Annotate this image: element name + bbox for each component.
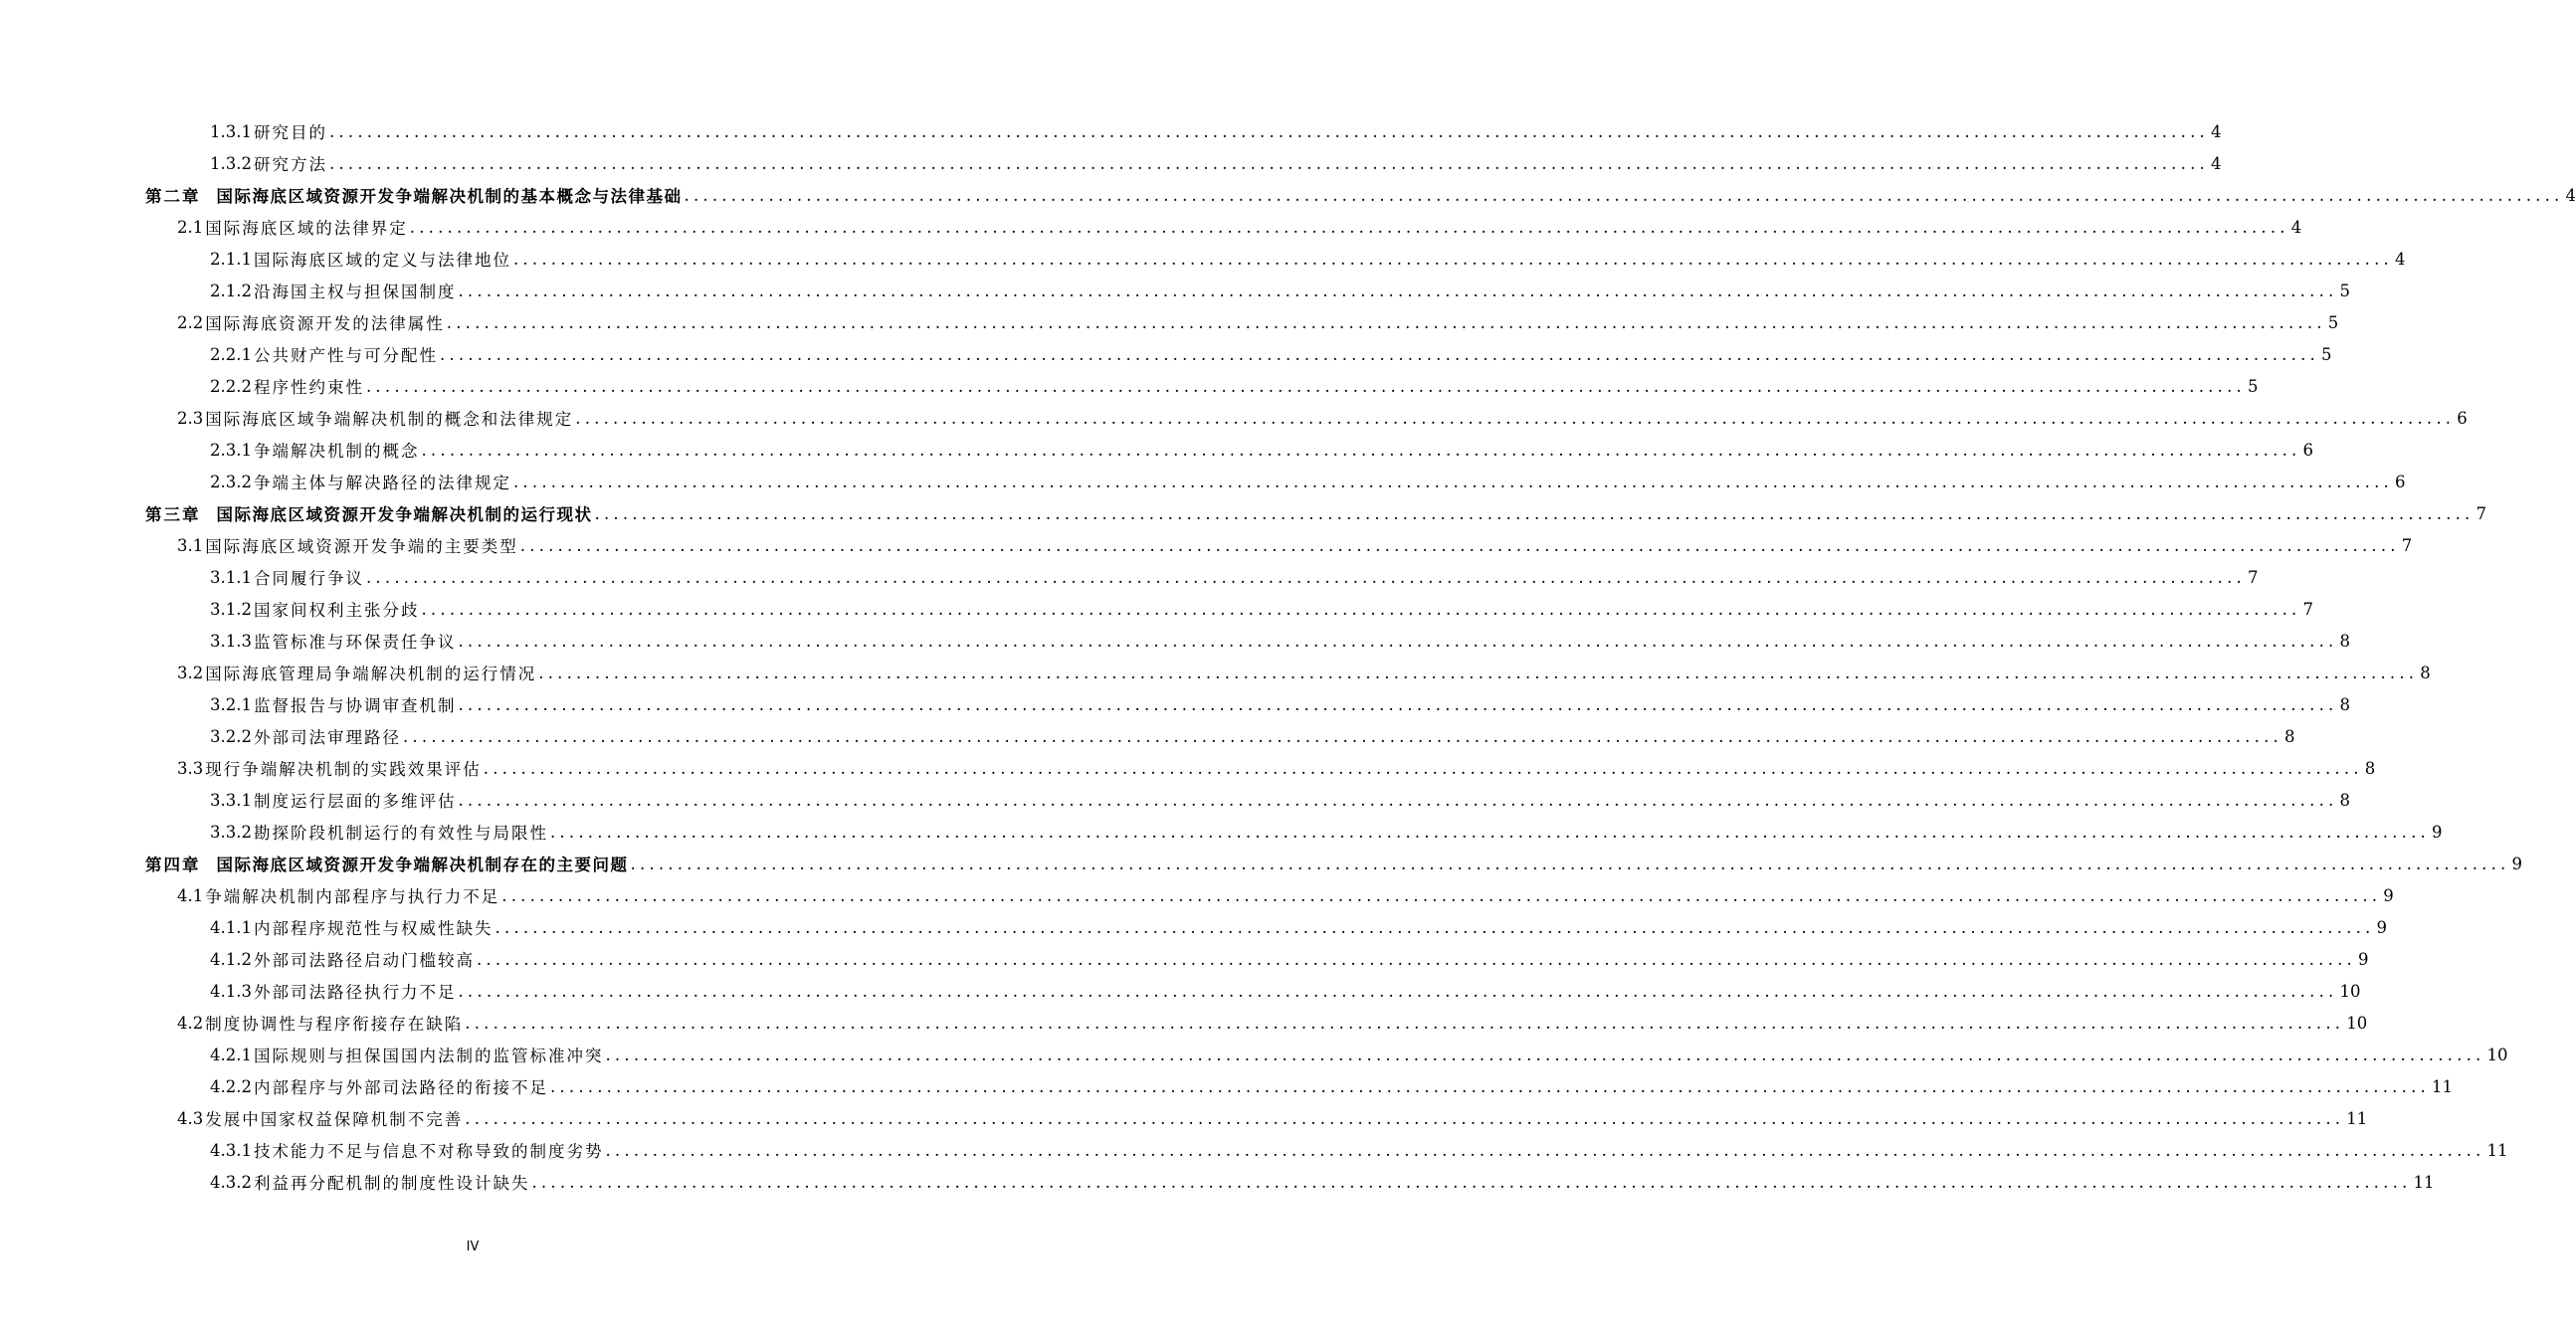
toc-entry[interactable] bbox=[0, 466, 2406, 497]
page-number: IV bbox=[466, 1240, 480, 1254]
toc-entry-title: 外部司法审理路径 bbox=[253, 728, 401, 747]
toc-entry-number: 2.3 bbox=[177, 408, 204, 428]
toc-entry-number: 3.1.1 bbox=[210, 567, 252, 587]
dot-leader: ........................................................................................................................................................................................................ bbox=[538, 663, 2419, 682]
dot-leader: ........................................................................................................................................................................................................ bbox=[605, 1045, 2485, 1064]
toc-entry-title: 合同履行争议 bbox=[253, 569, 364, 588]
toc-entry[interactable] bbox=[0, 179, 2576, 211]
dot-leader: ........................................................................................................................................................................................................ bbox=[476, 949, 2356, 969]
toc-entry-number: 4.1.3 bbox=[210, 981, 252, 1001]
toc-entry[interactable] bbox=[0, 1102, 2368, 1134]
toc-entry[interactable] bbox=[0, 211, 2302, 243]
toc-entry[interactable] bbox=[0, 1166, 2435, 1198]
dot-leader: ........................................................................................................................................................................................................ bbox=[446, 312, 2326, 332]
toc-entry-title: 国际海底区域资源开发争端解决机制存在的主要问题 bbox=[216, 856, 629, 874]
toc-entry-number: 3.1.2 bbox=[210, 599, 252, 619]
toc-entry-title: 内部程序与外部司法路径的衔接不足 bbox=[253, 1078, 548, 1097]
toc-entry-title: 国际海底管理局争端解决机制的运行情况 bbox=[205, 665, 537, 683]
toc-entry-page: 9 bbox=[2431, 822, 2443, 842]
toc-entry[interactable] bbox=[0, 243, 2406, 275]
toc-entry[interactable] bbox=[0, 657, 2431, 688]
toc-entry-number: 4.3.1 bbox=[210, 1140, 252, 1160]
toc-entry[interactable] bbox=[0, 688, 2350, 720]
toc-entry[interactable] bbox=[0, 497, 2486, 529]
toc-entry-page: 9 bbox=[2511, 854, 2522, 873]
toc-entry-number: 3.1.3 bbox=[210, 631, 252, 651]
toc-entry-page: 7 bbox=[2302, 599, 2313, 619]
toc-entry-page: 8 bbox=[2364, 758, 2376, 778]
toc-entry-title: 利益再分配机制的制度性设计缺失 bbox=[253, 1174, 530, 1193]
toc-entry-number: 2.2.2 bbox=[210, 376, 252, 396]
toc-entry[interactable] bbox=[0, 911, 2387, 943]
toc-entry-title: 内部程序规范性与权威性缺失 bbox=[253, 919, 494, 938]
dot-leader: ........................................................................................................................................................................................................ bbox=[512, 472, 2393, 491]
toc-entry-title: 程序性约束性 bbox=[253, 378, 364, 397]
toc-entry[interactable] bbox=[0, 115, 2222, 147]
toc-entry[interactable] bbox=[0, 975, 2361, 1007]
toc-entry-title: 发展中国家权益保障机制不完善 bbox=[205, 1110, 464, 1129]
dot-leader: ........................................................................................................................................................................................................ bbox=[594, 503, 2475, 523]
toc-entry[interactable] bbox=[0, 275, 2350, 306]
toc-entry-title: 研究方法 bbox=[253, 155, 327, 174]
dot-leader: ........................................................................................................................................................................................................ bbox=[501, 885, 2382, 905]
toc-entry-page: 4 bbox=[2565, 185, 2576, 205]
toc-entry-page: 7 bbox=[2401, 535, 2413, 555]
toc-entry-title: 争端解决机制的概念 bbox=[253, 442, 420, 461]
toc-entry[interactable] bbox=[0, 1039, 2508, 1070]
toc-entry-page: 8 bbox=[2420, 663, 2431, 682]
toc-entry-page: 5 bbox=[2339, 281, 2350, 300]
toc-entry-title: 现行争端解决机制的实践效果评估 bbox=[205, 760, 482, 779]
dot-leader: ........................................................................................................................................................................................................ bbox=[365, 376, 2246, 396]
toc-entry[interactable] bbox=[0, 752, 2376, 784]
toc-entry-page: 9 bbox=[2357, 949, 2369, 969]
toc-entry-title: 国际海底区域资源开发争端解决机制的基本概念与法律基础 bbox=[216, 187, 683, 206]
toc-entry-number: 4.2.1 bbox=[210, 1045, 252, 1064]
dot-leader: ........................................................................................................................................................................................................ bbox=[458, 694, 2338, 714]
toc-entry-title: 监管标准与环保责任争议 bbox=[253, 633, 457, 652]
toc-entry-title: 国际海底区域争端解决机制的概念和法律规定 bbox=[205, 410, 574, 429]
dot-leader: ........................................................................................................................................................................................................ bbox=[605, 1140, 2485, 1160]
toc-entry-number: 3.3.1 bbox=[210, 790, 252, 810]
dot-leader: ........................................................................................................................................................................................................ bbox=[495, 917, 2375, 937]
toc-entry-title: 技术能力不足与信息不对称导致的制度劣势 bbox=[253, 1142, 604, 1161]
toc-entry-title: 研究目的 bbox=[253, 123, 327, 142]
dot-leader: ........................................................................................................................................................................................................ bbox=[409, 217, 2289, 237]
dot-leader: ........................................................................................................................................................................................................ bbox=[458, 281, 2338, 300]
toc-entry-number: 2.3.1 bbox=[210, 440, 252, 460]
toc-entry-number: 3.3.2 bbox=[210, 822, 252, 842]
toc-entry-page: 4 bbox=[2394, 249, 2406, 269]
toc-entry-number: 1.3.1 bbox=[210, 121, 252, 141]
toc-entry[interactable] bbox=[0, 879, 2394, 911]
toc-entry[interactable] bbox=[0, 848, 2522, 879]
toc-entry-number: 4.2.2 bbox=[210, 1076, 252, 1096]
toc-entry[interactable] bbox=[0, 1007, 2368, 1039]
toc-entry-page: 10 bbox=[2346, 1013, 2368, 1033]
toc-entry-number: 2.1 bbox=[177, 217, 204, 237]
toc-entry-title: 公共财产性与可分配性 bbox=[253, 346, 438, 365]
toc-entry-title: 制度运行层面的多维评估 bbox=[253, 792, 457, 811]
toc-entry-title: 制度协调性与程序衔接存在缺陷 bbox=[205, 1015, 464, 1034]
toc-entry-number: 4.3 bbox=[177, 1108, 204, 1128]
toc-entry-page: 6 bbox=[2394, 472, 2406, 491]
dot-leader: ........................................................................................................................................................................................................ bbox=[421, 440, 2301, 460]
toc-entry-number: 4.3.2 bbox=[210, 1172, 252, 1192]
dot-leader: ........................................................................................................................................................................................................ bbox=[630, 854, 2510, 873]
toc-entry-number: 2.2.1 bbox=[210, 344, 252, 364]
toc-entry-title: 外部司法路径执行力不足 bbox=[253, 983, 457, 1002]
toc-entry-number: 2.3.2 bbox=[210, 472, 252, 491]
dot-leader: ........................................................................................................................................................................................................ bbox=[458, 981, 2338, 1001]
toc-entry-page: 8 bbox=[2339, 790, 2350, 810]
toc-entry[interactable] bbox=[0, 147, 2222, 179]
toc-entry[interactable] bbox=[0, 1070, 2453, 1102]
toc-entry-page: 8 bbox=[2283, 726, 2295, 746]
toc-entry-title: 国际海底区域资源开发争端的主要类型 bbox=[205, 537, 518, 556]
dot-leader: ........................................................................................................................................................................................................ bbox=[549, 1076, 2430, 1096]
toc-entry-page: 11 bbox=[2431, 1076, 2453, 1096]
toc-entry-number: 第三章 bbox=[145, 505, 201, 524]
toc-entry-number: 3.2 bbox=[177, 663, 204, 682]
toc-entry-page: 9 bbox=[2383, 885, 2394, 905]
dot-leader: ........................................................................................................................................................................................................ bbox=[531, 1172, 2412, 1192]
dot-leader: ........................................................................................................................................................................................................ bbox=[512, 249, 2393, 269]
dot-leader: ........................................................................................................................................................................................................ bbox=[684, 185, 2564, 205]
toc-entry-title: 国际海底区域的法律界定 bbox=[205, 219, 408, 238]
toc-entry[interactable] bbox=[0, 784, 2350, 816]
toc-entry-number: 2.2 bbox=[177, 312, 204, 332]
toc-entry[interactable] bbox=[0, 402, 2468, 434]
toc-entry[interactable] bbox=[0, 593, 2313, 625]
toc-entry-number: 3.2.1 bbox=[210, 694, 252, 714]
dot-leader: ........................................................................................................................................................................................................ bbox=[519, 535, 2400, 555]
dot-leader: ........................................................................................................................................................................................................ bbox=[458, 631, 2338, 651]
toc-entry[interactable] bbox=[0, 370, 2259, 402]
dot-leader: ........................................................................................................................................................................................................ bbox=[549, 822, 2430, 842]
dot-leader: ........................................................................................................................................................................................................ bbox=[402, 726, 2282, 746]
toc-entry-number: 4.1.1 bbox=[210, 917, 252, 937]
toc-entry-title: 争端主体与解决路径的法律规定 bbox=[253, 474, 511, 492]
dot-leader: ........................................................................................................................................................................................................ bbox=[483, 758, 2363, 778]
toc-entry-page: 8 bbox=[2339, 694, 2350, 714]
toc-entry-page: 5 bbox=[2320, 344, 2332, 364]
toc-entry-page: 7 bbox=[2247, 567, 2259, 587]
dot-leader: ........................................................................................................................................................................................................ bbox=[421, 599, 2301, 619]
toc-entry-page: 11 bbox=[2413, 1172, 2435, 1192]
toc-entry[interactable] bbox=[0, 306, 2339, 338]
toc-entry-title: 勘探阶段机制运行的有效性与局限性 bbox=[253, 824, 548, 843]
toc-entry-number: 3.2.2 bbox=[210, 726, 252, 746]
dot-leader: ........................................................................................................................................................................................................ bbox=[465, 1013, 2345, 1033]
toc-entry-page: 10 bbox=[2486, 1045, 2508, 1064]
toc-entry-page: 4 bbox=[2210, 153, 2222, 173]
toc-entry-title: 国际海底区域的定义与法律地位 bbox=[253, 251, 511, 270]
dot-leader: ........................................................................................................................................................................................................ bbox=[439, 344, 2319, 364]
dot-leader: ........................................................................................................................................................................................................ bbox=[328, 153, 2209, 173]
dot-leader: ........................................................................................................................................................................................................ bbox=[575, 408, 2456, 428]
toc-entry-page: 7 bbox=[2476, 503, 2486, 523]
toc-entry-title: 争端解决机制内部程序与执行力不足 bbox=[205, 887, 500, 906]
dot-leader: ........................................................................................................................................................................................................ bbox=[365, 567, 2246, 587]
dot-leader: ........................................................................................................................................................................................................ bbox=[465, 1108, 2345, 1128]
toc-entry-number: 3.3 bbox=[177, 758, 204, 778]
toc-entry[interactable] bbox=[0, 816, 2443, 848]
toc-entry[interactable] bbox=[0, 943, 2369, 975]
toc-entry-page: 9 bbox=[2376, 917, 2387, 937]
toc-entry[interactable] bbox=[0, 434, 2313, 466]
toc-entry-number: 4.1.2 bbox=[210, 949, 252, 969]
toc-entry[interactable] bbox=[0, 720, 2295, 752]
dot-leader: ........................................................................................................................................................................................................ bbox=[458, 790, 2338, 810]
toc-entry-page: 5 bbox=[2247, 376, 2259, 396]
toc-entry-title: 国际规则与担保国国内法制的监管标准冲突 bbox=[253, 1047, 604, 1065]
toc-entry-number: 4.1 bbox=[177, 885, 204, 905]
dot-leader: ........................................................................................................................................................................................................ bbox=[328, 121, 2209, 141]
toc-entry-page: 6 bbox=[2457, 408, 2468, 428]
toc-entry-title: 国际海底资源开发的法律属性 bbox=[205, 314, 445, 333]
toc-entry[interactable] bbox=[0, 529, 2413, 561]
toc-entry-page: 6 bbox=[2302, 440, 2313, 460]
toc-entry-page: 11 bbox=[2346, 1108, 2368, 1128]
toc-entry-number: 第四章 bbox=[145, 856, 201, 874]
toc-entry-title: 国际海底区域资源开发争端解决机制的运行现状 bbox=[216, 505, 593, 524]
toc-entry-title: 外部司法路径启动门槛较高 bbox=[253, 951, 475, 970]
toc-entry-page: 5 bbox=[2327, 312, 2339, 332]
toc-entry[interactable] bbox=[0, 561, 2259, 593]
toc-entry-title: 监督报告与协调审查机制 bbox=[253, 696, 457, 715]
toc-entry-number: 4.2 bbox=[177, 1013, 204, 1033]
toc-entry-page: 8 bbox=[2339, 631, 2350, 651]
toc-entry-page: 11 bbox=[2486, 1140, 2508, 1160]
toc-entry[interactable] bbox=[0, 1134, 2508, 1166]
toc-entry-page: 10 bbox=[2339, 981, 2361, 1001]
toc-entry-number: 1.3.2 bbox=[210, 153, 252, 173]
toc-entry-title: 沿海国主权与担保国制度 bbox=[253, 283, 457, 301]
table-of-contents bbox=[0, 115, 2576, 1198]
toc-entry-number: 3.1 bbox=[177, 535, 204, 555]
toc-entry-title: 国家间权利主张分歧 bbox=[253, 601, 420, 620]
toc-entry-number: 2.1.2 bbox=[210, 281, 252, 300]
toc-entry-page: 4 bbox=[2210, 121, 2222, 141]
toc-entry[interactable] bbox=[0, 625, 2350, 657]
toc-entry-page: 4 bbox=[2290, 217, 2302, 237]
toc-entry-number: 第二章 bbox=[145, 187, 201, 206]
toc-entry[interactable] bbox=[0, 338, 2332, 370]
toc-entry-number: 2.1.1 bbox=[210, 249, 252, 269]
